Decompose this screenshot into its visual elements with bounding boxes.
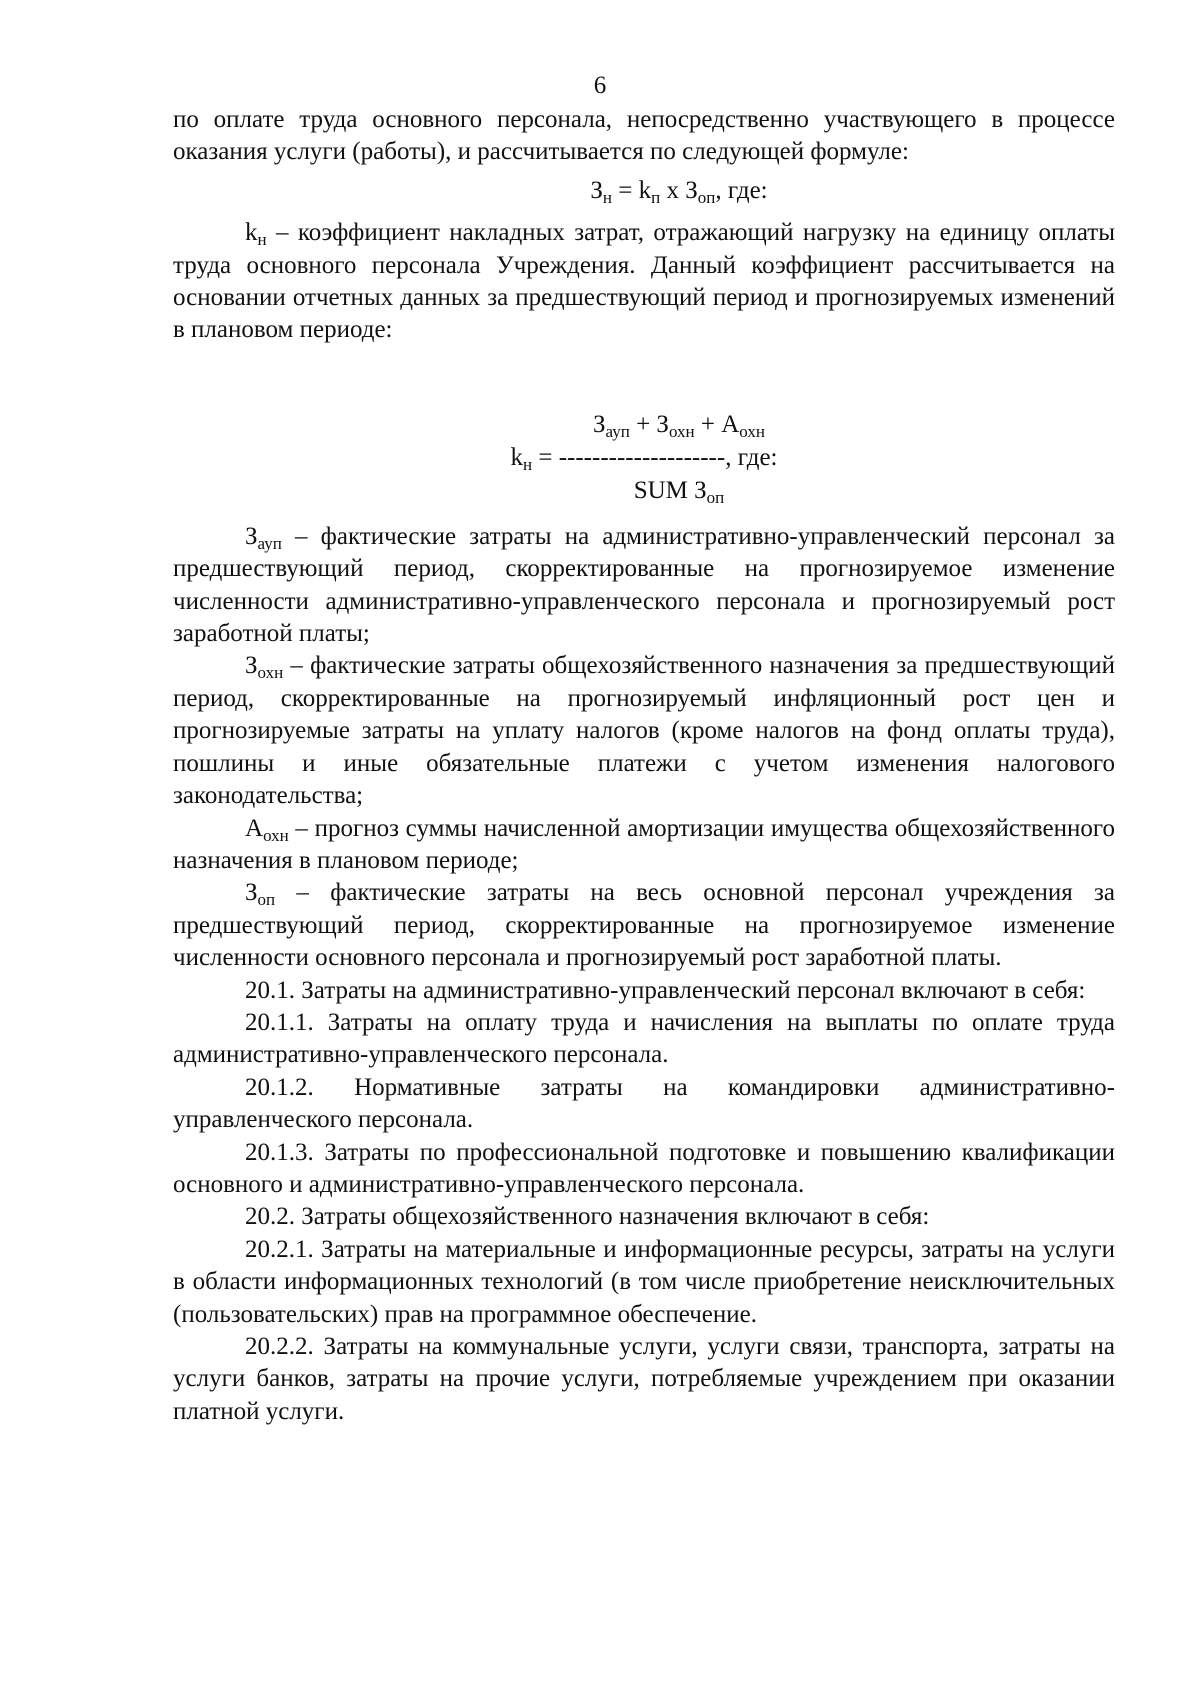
definition-text: – фактические затраты на весь основной персонал учреждения за предшествующий период, скорректированные на прогнозируемое изменение численности основного персонала и прогнозируемый рост заработной платы. bbox=[173, 879, 1115, 972]
kn-definition bbox=[173, 217, 1115, 347]
definition-symbol: З bbox=[245, 652, 258, 680]
formula2-num-z1-sub: ауп bbox=[605, 421, 630, 441]
formula1-z-sub: оп bbox=[697, 187, 716, 207]
formula1-tail: , где: bbox=[715, 176, 768, 204]
formula2-num-a-sub: охн bbox=[739, 421, 765, 441]
clause-20-1-2: 20.1.2. Нормативные затраты на командировки административно-управленческого персонала. bbox=[173, 1073, 1115, 1134]
formula2-denominator bbox=[173, 475, 1115, 507]
definition-text: – фактические затраты на административно-управленческий персонал за предшествующий период, скорректированные на прогнозируемое изменение численности административно-управленческого персонала и прогнозируемый рост заработной платы; bbox=[173, 522, 1115, 648]
definition-zaup bbox=[173, 521, 1115, 651]
formula2-numerator bbox=[173, 409, 1115, 441]
document-body bbox=[173, 104, 1115, 1428]
formula2-lhs: k bbox=[510, 443, 523, 471]
kn-definition-text: – коэффициент накладных затрат, отражающий нагрузку на единицу оплаты труда основного персонала Учреждения. Данный коэффициент рассчитывается на основании отчетных данных за предшествующий период и прогнозируемых изменений в плановом периоде: bbox=[173, 219, 1115, 344]
definition-symbol-sub: охн bbox=[263, 825, 289, 845]
kn-symbol: k bbox=[245, 219, 258, 247]
definition-symbol-sub: ауп bbox=[257, 533, 282, 553]
formula1-lhs-sub: н bbox=[602, 187, 612, 207]
formula2-den-sub: оп bbox=[706, 487, 725, 507]
definition-symbol: З bbox=[245, 522, 258, 550]
formula2-den: SUM З bbox=[633, 476, 707, 504]
definition-aohn bbox=[173, 813, 1115, 878]
definition-zop bbox=[173, 877, 1115, 974]
definition-symbol-sub: оп bbox=[257, 890, 276, 910]
formula2-num-z2-sub: охн bbox=[668, 421, 695, 441]
definition-symbol: А bbox=[245, 814, 264, 842]
formula1-eq: = k bbox=[612, 176, 652, 204]
definition-zohn bbox=[173, 650, 1115, 812]
clause-20-2-2: 20.2.2. Затраты на коммунальные услуги, услуги связи, транспорта, затраты на услуги банков, затраты на прочие услуги, потребляемые учреждением при оказании платной услуги. bbox=[173, 1333, 1115, 1425]
definition-symbol: З bbox=[245, 879, 258, 907]
kn-symbol-sub: н bbox=[257, 230, 267, 250]
formula1-lhs: З bbox=[590, 176, 603, 204]
formula2-num-plus1: + З bbox=[629, 410, 669, 438]
formula1-k-sub: п bbox=[651, 187, 661, 207]
formula2-dashes: = --------------------, где: bbox=[532, 443, 778, 471]
page-number: 6 bbox=[593, 72, 607, 99]
formula2-num-plus2: + А bbox=[694, 410, 740, 438]
formula2-num-z1: З bbox=[593, 410, 606, 438]
definition-symbol-sub: охн bbox=[257, 663, 284, 683]
intro-paragraph: по оплате труда основного персонала, непосредственно участвующего в процессе оказания услуги (работы), и рассчитывается по следующей формуле: bbox=[173, 106, 1115, 166]
definition-text: – фактические затраты общехозяйственного назначения за предшествующий период, скорректированные на прогнозируемый инфляционный рост цен и прогнозируемые затраты на уплату налогов (кроме налогов на фонд оплаты труда), пошлины и иные обязательные платежи с учетом изменения налогового законодательства; bbox=[173, 652, 1115, 810]
clause-20-2: 20.2. Затраты общехозяйственного назначения включают в себя: bbox=[245, 1203, 930, 1231]
formula2-lhs-sub: н bbox=[523, 454, 533, 474]
formula-overhead-cost bbox=[173, 175, 1115, 207]
clause-20-1: 20.1. Затраты на административно-управленческий персонал включают в себя: bbox=[245, 976, 1086, 1004]
clause-20-1-3: 20.1.3. Затраты по профессиональной подготовке и повышению квалификации основного и административно-управленческого персонала. bbox=[173, 1138, 1115, 1198]
clause-20-2-1: 20.2.1. Затраты на материальные и информационные ресурсы, затраты на услуги в области информационных технологий (в том числе приобретение неисключительных (пользовательских) прав на программное обеспечение. bbox=[173, 1235, 1115, 1328]
formula2-fraction-line bbox=[173, 442, 1115, 474]
definition-text: – прогноз суммы начисленной амортизации имущества общехозяйственного назначения в плановом периоде; bbox=[173, 814, 1115, 874]
clause-20-1-1: 20.1.1. Затраты на оплату труда и начисления на выплаты по оплате труда административно-управленческого персонала. bbox=[173, 1008, 1115, 1069]
formula-overhead-coefficient bbox=[173, 409, 1115, 515]
formula1-mult: х З bbox=[660, 176, 698, 204]
